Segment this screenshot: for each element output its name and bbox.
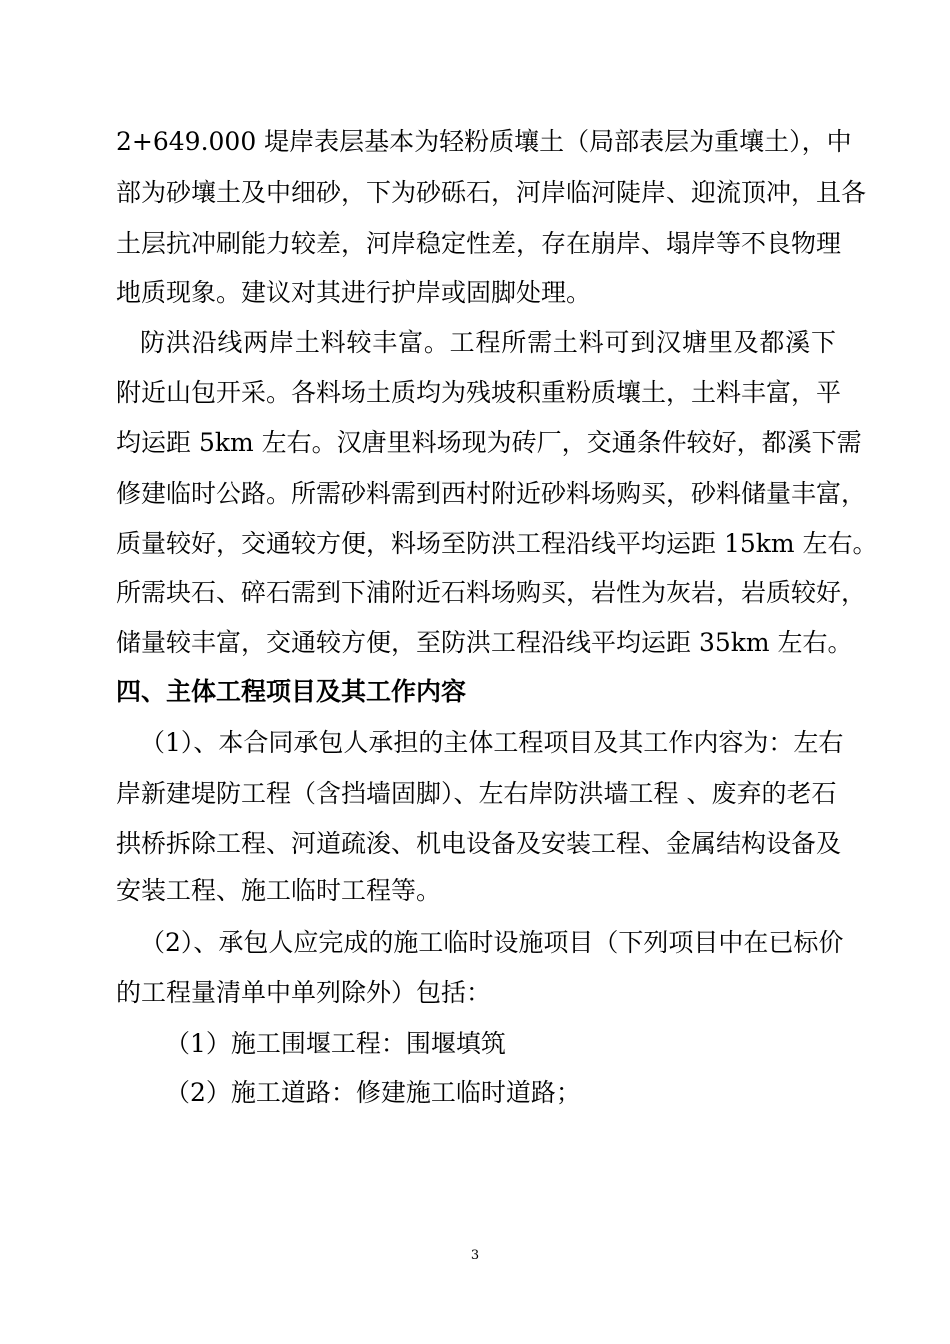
section-heading: 四、主体工程项目及其工作内容	[116, 677, 467, 706]
paragraph1-line-2: 部为砂壤土及中细砂，下为砂砾石，河岸临河陡岸、迎流顶冲，且各	[116, 178, 867, 207]
paragraph2-line-1: 防洪沿线两岸土料较丰富。工程所需土料可到汉塘里及都溪下	[140, 328, 836, 357]
paragraph1-line-1: 2+649.000 堤岸表层基本为轻粉质壤土（局部表层为重壤土），中	[116, 127, 852, 156]
item1-line-3: 拱桥拆除工程、河道疏浚、机电设备及安装工程、金属结构设备及	[116, 829, 842, 858]
paragraph2-line-3: 均运距 5km 左右。汉唐里料场现为砖厂，交通条件较好，都溪下需	[116, 428, 862, 457]
paragraph2-line-6: 所需块石、碎石需到下浦附近石料场购买，岩性为灰岩，岩质较好，	[116, 578, 867, 607]
subitem-1: （1）施工围堰工程：围堰填筑	[165, 1029, 506, 1058]
subitem-2: （2）施工道路：修建施工临时道路；	[165, 1078, 581, 1107]
paragraph2-line-4: 修建临时公路。所需砂料需到西村附近砂料场购买，砂料储量丰富，	[116, 479, 867, 508]
item1-line-4: 安装工程、施工临时工程等。	[116, 876, 442, 905]
item2-line-2: 的工程量清单中单列除外）包括：	[116, 978, 492, 1007]
paragraph1-line-3: 土层抗冲刷能力较差，河岸稳定性差，存在崩岸、塌岸等不良物理	[116, 229, 842, 258]
paragraph2-line-2: 附近山包开采。各料场土质均为残坡积重粉质壤土，土料丰富，平	[116, 378, 842, 407]
page-number: 3	[470, 1248, 480, 1263]
item1-line-1: （1）、本合同承包人承担的主体工程项目及其工作内容为：左右	[140, 728, 844, 757]
paragraph2-line-7: 储量较丰富，交通较方便，至防洪工程沿线平均运距 35km 左右。	[116, 628, 853, 657]
paragraph2-line-5: 质量较好，交通较方便，料场至防洪工程沿线平均运距 15km 左右。	[116, 529, 878, 558]
item1-line-2: 岸新建堤防工程（含挡墙固脚）、左右岸防洪墙工程 、废弃的老石	[116, 779, 837, 808]
paragraph1-line-4: 地质现象。建议对其进行护岸或固脚处理。	[116, 278, 592, 307]
item2-line-1: （2）、承包人应完成的施工临时设施项目（下列项目中在已标价	[140, 928, 844, 957]
